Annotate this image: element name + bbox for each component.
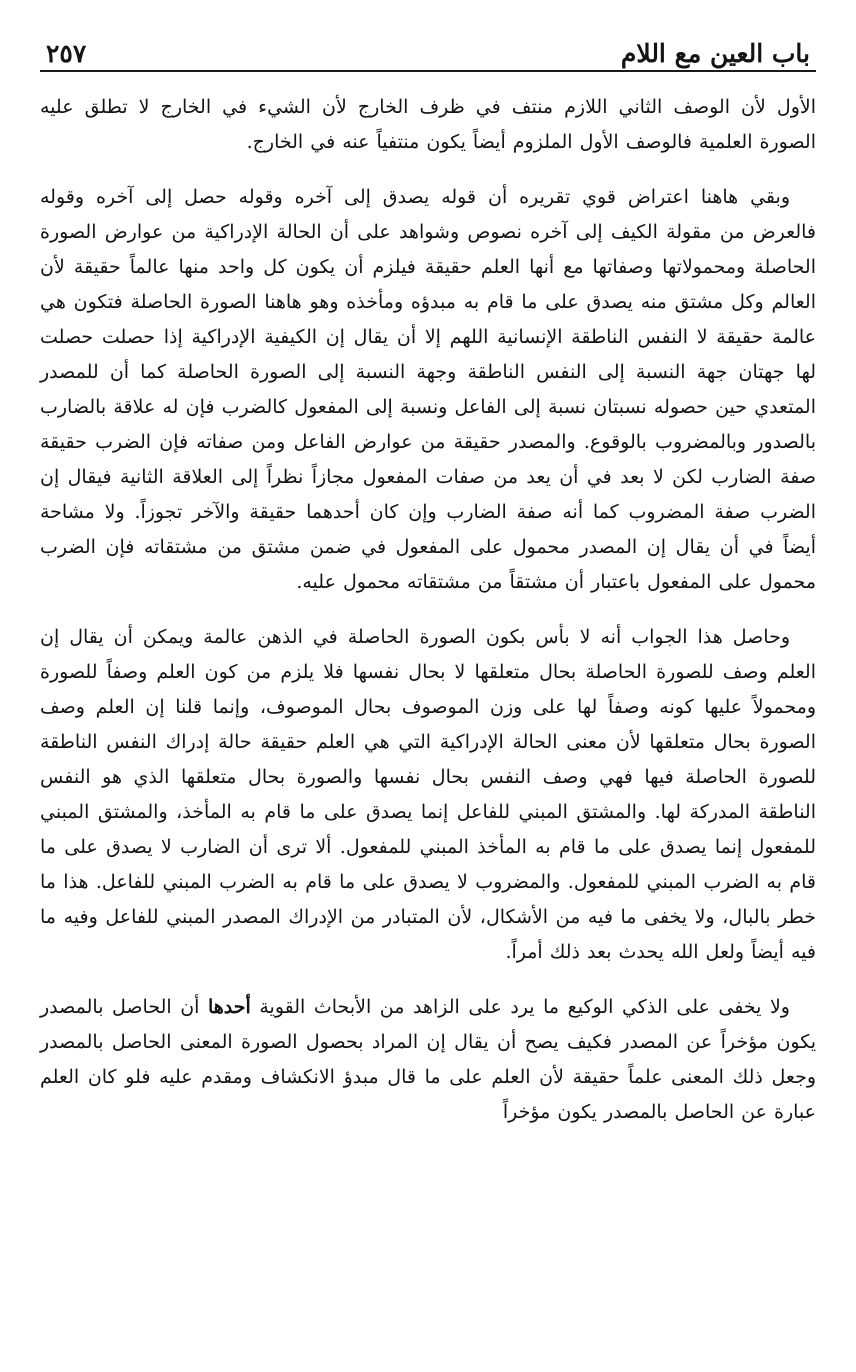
paragraph-4	[40, 990, 816, 1130]
emphasis-first-objection: أحدها	[208, 996, 251, 1018]
running-header	[40, 28, 816, 72]
paragraph-2: وبقي هاهنا اعتراض قوي تقريره أن قوله يصدق إلى آخره وقوله حصل إلى آخره وقوله فالعرض من مقولة الكيف إلى آخره نصوص وشواهد على أن الحالة الإدراكية من عوارض الصورة الحاصلة ومحمولاتها وصفاتها مع أنها العلم حقيقة فيلزم أن يكون كل واحد منها عالماً حقيقة لأن العالم وكل مشتق منه يصدق على ما قام به مبدؤه ومأخذه وهو هاهنا الصورة الحاصلة فتكون هي عالمة حقيقة لا النفس الناطقة الإنسانية اللهم إلا أن يقال إن الكيفية الإدراكية إذا حصلت حصلت لها جهتان جهة النسبة إلى النفس الناطقة وجهة النسبة إلى الصورة الحاصلة كما أن للمصدر المتعدي حين حصوله نسبتان نسبة إلى الفاعل ونسبة إلى المفعول كالضرب فإن له علاقة بالضارب بالصدور وبالمضروب بالوقوع. والمصدر حقيقة من عوارض الفاعل ومن صفاته فإن الضرب حقيقة صفة الضارب لكن لا بعد في أن يعد من صفات المفعول مجازاً نظراً إلى العلاقة الثانية فيقال إن الضرب صفة المضروب كما أنه صفة الضارب وإن كان أحدهما حقيقة والآخر تجوزاً. ولا مشاحة أيضاً في أن يقال إن المصدر محمول على المفعول في ضمن مشتق من مشتقاته فإن الضرب محمول على المفعول باعتبار أن مشتقاً من مشتقاته محمول عليه.	[40, 186, 816, 593]
book-page	[40, 28, 816, 1348]
paragraph-4-rest: أن الحاصل بالمصدر يكون مؤخراً عن المصدر فكيف يصح أن يقال إن المراد بحصول الصورة المعنى الحاصل بالمصدر وجعل ذلك المعنى علماً حقيقة لأن العلم على ما قال مبدؤ الانكشاف ومقدم عليه فلو كان العلم عبارة عن الحاصل بالمصدر يكون مؤخراً	[40, 996, 816, 1123]
chapter-title: باب العين مع اللام	[620, 39, 810, 68]
body-text	[40, 90, 816, 1130]
paragraph-3: وحاصل هذا الجواب أنه لا بأس بكون الصورة الحاصلة في الذهن عالمة ويمكن أن يقال إن العلم وصف للصورة الحاصلة بحال متعلقها لا بحال نفسها فلا يلزم من كون العلم وصفاً للصورة ومحمولاً عليها كونه وصفاً لها على وزن الموصوف بحال الموصوف، وإنما قلنا إن العلم وصف الصورة بحال متعلقها لأن معنى الحالة الإدراكية التي هي العلم حقيقة حالة إدراك النفس الناطقة للصورة الحاصلة فيها فهي وصف النفس بحال نفسها والصورة بحال متعلقها الذي هو النفس الناطقة المدركة لها. والمشتق المبني للفاعل إنما يصدق على ما قام به المأخذ، والمشتق المبني للمفعول إنما يصدق على ما قام به المأخذ المبني للمفعول. ألا ترى أن الضارب لا يصدق على ما قام به الضرب المبني للمفعول. والمضروب لا يصدق على ما قام به الضرب المبني للفاعل. هذا ما خطر بالبال، ولا يخفى ما فيه من الأشكال، لأن المتبادر من الإدراك المصدر المبني للفاعل وفيه ما فيه أيضاً ولعل الله يحدث بعد ذلك أمراً.	[40, 626, 816, 963]
paragraph-1: الأول لأن الوصف الثاني اللازم منتف في ظرف الخارج لأن الشيء في الخارج لا تطلق عليه الصورة العلمية فالوصف الأول الملزوم أيضاً يكون منتفياً عنه في الخارج.	[40, 96, 816, 153]
page-number: ٢٥٧	[46, 39, 87, 68]
paragraph-4-lead: ولا يخفى على الذكي الوكيع ما يرد على الزاهد من الأبحاث القوية	[250, 996, 790, 1018]
